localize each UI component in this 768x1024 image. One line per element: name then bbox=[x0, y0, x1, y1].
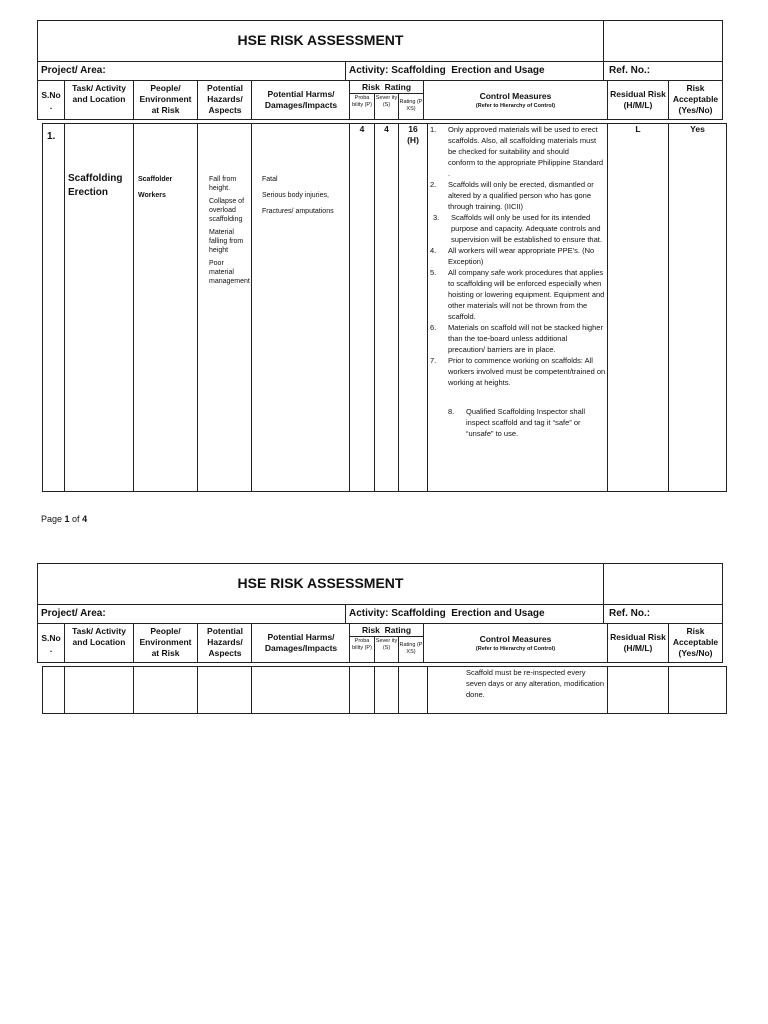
control-text: Scaffolds will only be used for its intended purpose and capacity. Adequate controls and supervision will be established to ensure that. bbox=[451, 213, 602, 244]
row-probability: 4 bbox=[359, 124, 365, 134]
control-item bbox=[428, 322, 606, 355]
control-text: Qualified Scaffolding Inspector shall inspect scaffold and tag it “safe” or “unsafe” to use. bbox=[466, 407, 586, 438]
hazard-item: Material falling from height bbox=[209, 229, 244, 254]
control-item bbox=[428, 212, 606, 245]
row-harms-list bbox=[262, 175, 348, 216]
row-task-cell bbox=[64, 666, 134, 714]
footer-of: of bbox=[69, 514, 83, 524]
control-number: 2. bbox=[430, 180, 437, 189]
project-label: Project/ Area: bbox=[41, 65, 106, 76]
row-sno: 1. bbox=[47, 131, 56, 142]
activity-label: Activity: Scaffolding Erection and Usage bbox=[349, 65, 545, 76]
row-people-cell bbox=[133, 666, 198, 714]
control-item bbox=[428, 267, 606, 322]
hdr-probability: Proba bility (P) bbox=[352, 95, 372, 108]
row-rating: 16 (H) bbox=[407, 124, 419, 145]
harm-item: Fatal bbox=[262, 176, 278, 183]
hdr-task: Task/ Activity and Location bbox=[72, 626, 126, 647]
control-item bbox=[428, 124, 606, 179]
page-footer bbox=[41, 514, 87, 524]
row-sno-cell bbox=[42, 123, 65, 492]
control-measures-list bbox=[428, 124, 606, 439]
control-text: All workers will wear appropriate PPE’s. (No Exception) bbox=[448, 246, 595, 266]
title-side-box bbox=[603, 20, 723, 62]
control-item bbox=[428, 179, 606, 212]
page-title: HSE RISK ASSESSMENT bbox=[237, 32, 404, 48]
hazard-item: Fall from height. bbox=[209, 176, 237, 192]
row-prob-cell bbox=[349, 666, 375, 714]
hdr-severity: Sever ity (S) bbox=[375, 95, 398, 108]
hdr-residual: Residual Risk (H/M/L) bbox=[610, 89, 666, 110]
hdr-sno-dot: . bbox=[49, 101, 53, 111]
hdr-control: Control Measures bbox=[479, 634, 552, 644]
people-item: Workers bbox=[138, 192, 166, 199]
hazard-item: Collapse of overload scaffolding bbox=[209, 198, 245, 223]
control-number: 8. bbox=[448, 407, 455, 416]
footer-page-label: Page bbox=[41, 514, 65, 524]
hdr-harms: Potential Harms/ Damages/Impacts bbox=[264, 632, 338, 653]
row-hazards-cell bbox=[197, 666, 252, 714]
control-item bbox=[428, 406, 606, 439]
row-acceptable-cell bbox=[668, 123, 727, 492]
harm-item: Serious body injuries, bbox=[262, 192, 329, 199]
hdr-control-sub: (Refer to Hierarchy of Control) bbox=[475, 103, 556, 109]
row-hazards-list bbox=[209, 175, 249, 286]
hazard-item: Poor material management bbox=[209, 260, 250, 285]
row-sno-cell bbox=[42, 666, 65, 714]
row-residual: L bbox=[635, 124, 641, 134]
hdr-risk-rating: Risk Rating bbox=[361, 625, 412, 635]
control-number: 4. bbox=[430, 246, 437, 255]
control-number: 6. bbox=[430, 323, 437, 332]
control-number: 5. bbox=[430, 268, 437, 277]
row-residual-cell bbox=[607, 666, 669, 714]
harm-item: Fractures/ amputations bbox=[262, 208, 334, 215]
row-task: Scaffolding Erection bbox=[68, 173, 123, 198]
page-title: HSE RISK ASSESSMENT bbox=[237, 575, 404, 591]
hdr-severity: Sever ity (S) bbox=[375, 638, 398, 651]
row-harms-cell bbox=[251, 666, 350, 714]
activity-label: Activity: Scaffolding Erection and Usage bbox=[349, 608, 545, 619]
ref-label: Ref. No.: bbox=[609, 65, 651, 76]
page-1 bbox=[37, 20, 723, 494]
control-text: Only approved materials will be used to erect scaffolds. Also, all scaffolding materials must be checked for suitability and should conform to the appropriate Philippine Standard . bbox=[448, 125, 606, 178]
row-residual-cell bbox=[607, 123, 669, 492]
hdr-harms: Potential Harms/ Damages/Impacts bbox=[264, 89, 338, 110]
row-acceptable: Yes bbox=[690, 124, 705, 134]
hdr-risk-rating: Risk Rating bbox=[361, 82, 412, 92]
row-rating-cell bbox=[398, 123, 428, 492]
title-side-box bbox=[603, 563, 723, 605]
control-text: Prior to commence working on scaffolds: All workers involved must be competent/trained on working at heights. bbox=[448, 356, 606, 387]
page-2 bbox=[37, 563, 723, 715]
row-sev-cell bbox=[374, 123, 399, 492]
hdr-control-sub: (Refer to Hierarchy of Control) bbox=[475, 646, 556, 652]
hdr-acceptable: Risk Acceptable (Yes/No) bbox=[672, 626, 719, 658]
hdr-rating: Rating (P XS) bbox=[399, 642, 423, 655]
hdr-sno-dot: . bbox=[49, 644, 53, 654]
footer-total-pages: 4 bbox=[82, 514, 88, 524]
hdr-task: Task/ Activity and Location bbox=[72, 83, 126, 104]
row-people-list bbox=[138, 175, 194, 200]
hdr-control: Control Measures bbox=[479, 91, 552, 101]
ref-label: Ref. No.: bbox=[609, 608, 651, 619]
hdr-hazards: Potential Hazards/ Aspects bbox=[207, 626, 243, 658]
project-label: Project/ Area: bbox=[41, 608, 106, 619]
control-text: All company safe work procedures that applies to scaffolding will be enforced especially when hoisting or lowering equipment. Equipment and other materials will not be thrown from the scaffold. bbox=[448, 268, 605, 321]
hdr-people: People/ Environment at Risk bbox=[139, 83, 192, 115]
hdr-sno: S.No bbox=[41, 633, 61, 643]
control-number: 3. bbox=[433, 213, 440, 222]
hdr-probability: Proba bility (P) bbox=[352, 638, 372, 651]
control-text: Materials on scaffold will not be stacked higher than the toe-board unless additional precaution/ barriers are in place. bbox=[448, 323, 603, 354]
hdr-hazards: Potential Hazards/ Aspects bbox=[207, 83, 243, 115]
hdr-rating: Rating (P XS) bbox=[399, 99, 423, 112]
people-item: Scaffolder bbox=[138, 176, 173, 183]
hdr-sno: S.No bbox=[41, 90, 61, 100]
hdr-people: People/ Environment at Risk bbox=[139, 626, 192, 658]
row-rating-cell bbox=[398, 666, 428, 714]
control-number: 7. bbox=[430, 356, 437, 365]
control-number: 1. bbox=[430, 125, 437, 134]
hdr-residual: Residual Risk (H/M/L) bbox=[610, 632, 666, 653]
row-prob-cell bbox=[349, 123, 375, 492]
control-continued-text: Scaffold must be re-inspected every seven days or any alteration, modification done. bbox=[466, 668, 604, 699]
row-acceptable-cell bbox=[668, 666, 727, 714]
footer-current-page: 1 bbox=[64, 514, 70, 524]
hdr-acceptable: Risk Acceptable (Yes/No) bbox=[672, 83, 719, 115]
row-sev-cell bbox=[374, 666, 399, 714]
row-severity: 4 bbox=[384, 124, 389, 134]
control-item bbox=[428, 245, 606, 267]
control-text: Scaffolds will only be erected, dismantled or altered by a qualified person who has gone through training. (IICII) bbox=[448, 180, 594, 211]
control-item bbox=[428, 355, 606, 388]
